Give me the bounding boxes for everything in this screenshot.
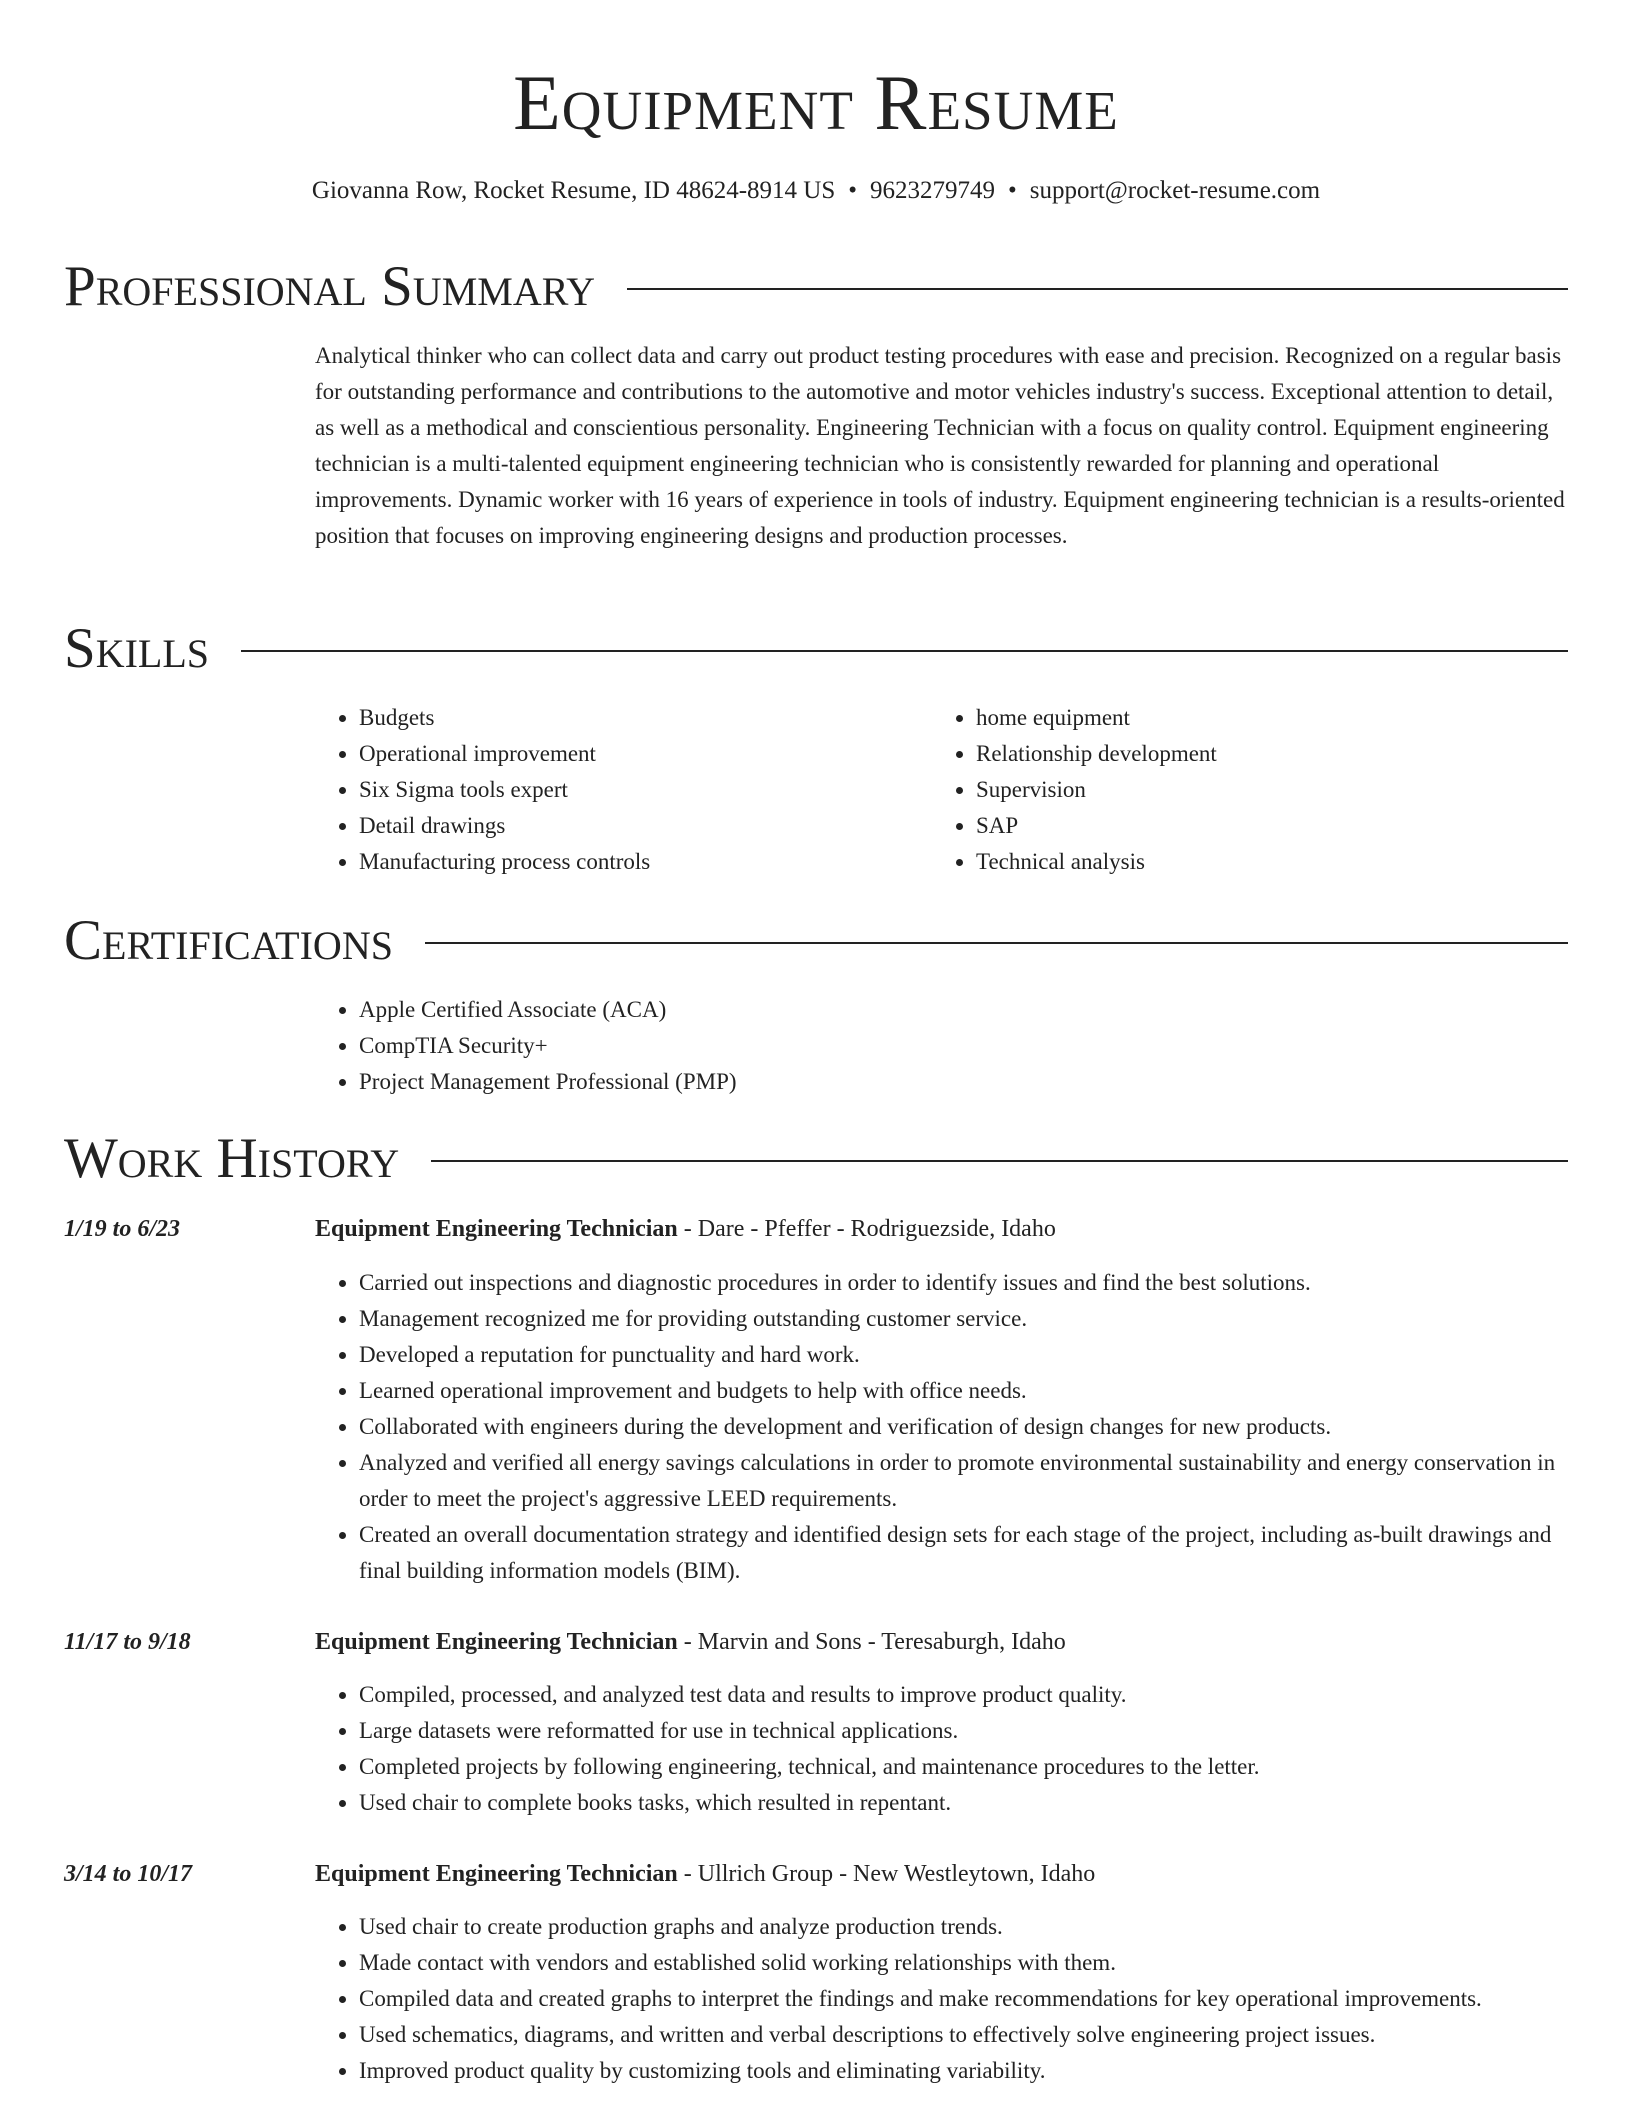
section-divider	[627, 288, 1568, 290]
list-item: • Analyzed and verified all energy savings calculations in order to promote environmental sustainability and energy conservation in order to meet the project's aggressive LEED requirements.	[359, 1445, 1565, 1517]
job-employer-location: - Ullrich Group - New Westleytown, Idaho	[677, 1861, 1096, 1887]
job-duties-list	[315, 1909, 1565, 2089]
list-item: • Collaborated with engineers during the development and verification of design changes for new products.	[359, 1409, 1565, 1445]
list-item: • Six Sigma tools expert	[359, 772, 875, 808]
list-item: • Used chair to complete books tasks, which resulted in repentant.	[359, 1785, 1565, 1821]
list-item: • Supervision	[976, 772, 1492, 808]
contact-separator: •	[848, 177, 858, 204]
list-item: • Budgets	[359, 700, 875, 736]
certifications-section-header	[64, 909, 1568, 973]
work-section-header	[64, 1127, 1568, 1191]
summary-text: Analytical thinker who can collect data and carry out product testing procedures with ease and precision. Recognized on a regular basis for outstanding performance and contributions to the automotive and motor vehicles industry's success. Exceptional attention to detail, as well as a methodical and conscientious personality. Engineering Technician with a focus on quality control. Equipment engineering technician is a multi-talented equipment engineering technician who is consistently rewarded for planning and operational improvements. Dynamic worker with 16 years of experience in tools of industry. Equipment engineering technician is a results-oriented position that focuses on improving engineering designs and production processes.	[315, 343, 1565, 548]
list-item: • Management recognized me for providing outstanding customer service.	[359, 1301, 1565, 1337]
skills-column-left	[315, 700, 875, 880]
job-dates: 1/19 to 6/23	[64, 1216, 181, 1242]
section-divider	[425, 942, 1568, 944]
job-duties-list	[315, 1265, 1565, 1589]
list-item: • Operational improvement	[359, 736, 875, 772]
list-item: • Used schematics, diagrams, and written and verbal descriptions to effectively solve engineering project issues.	[359, 2017, 1565, 2053]
list-item: • SAP	[976, 808, 1492, 844]
contact-email: support@rocket-resume.com	[1029, 177, 1321, 204]
list-item: • Improved product quality by customizing tools and eliminating variability.	[359, 2053, 1565, 2089]
job-duties	[315, 1265, 1565, 1589]
certifications-list	[315, 992, 1565, 1100]
list-item: • Learned operational improvement and budgets to help with office needs.	[359, 1373, 1565, 1409]
list-item: • Compiled, processed, and analyzed test data and results to improve product quality.	[359, 1677, 1565, 1713]
job-heading	[315, 1624, 1565, 1660]
job-duties	[315, 1677, 1565, 1821]
job-heading	[315, 1856, 1565, 1892]
skills-section-header	[64, 617, 1568, 681]
job-dates: 11/17 to 9/18	[64, 1629, 191, 1655]
list-item: • Completed projects by following engineering, technical, and maintenance procedures to the letter.	[359, 1749, 1565, 1785]
section-divider	[431, 1160, 1568, 1162]
list-item: • Carried out inspections and diagnostic procedures in order to identify issues and find the best solutions.	[359, 1265, 1565, 1301]
work-section-title: Work History	[64, 1127, 400, 1190]
list-item: • Relationship development	[976, 736, 1492, 772]
summary-section-title: Professional Summary	[64, 255, 596, 318]
list-item: • Developed a reputation for punctuality and hard work.	[359, 1337, 1565, 1373]
list-item: • Used chair to create production graphs and analyze production trends.	[359, 1909, 1565, 1945]
contact-address: Giovanna Row, Rocket Resume, ID 48624-8914 US	[311, 177, 836, 204]
job-title: Equipment Engineering Technician	[315, 1629, 678, 1655]
contact-phone: 9623279749	[870, 177, 996, 204]
contact-separator: •	[1008, 177, 1017, 204]
list-item: • Created an overall documentation strategy and identified design sets for each stage of the project, including as-built drawings and final building information models (BIM).	[359, 1517, 1565, 1589]
job-dates: 3/14 to 10/17	[64, 1861, 193, 1887]
list-item: • Apple Certified Associate (ACA)	[359, 992, 1565, 1028]
list-item: • Large datasets were reformatted for use in technical applications.	[359, 1713, 1565, 1749]
skills-section-title: Skills	[64, 617, 210, 680]
list-item: • Project Management Professional (PMP)	[359, 1064, 1565, 1100]
job-heading	[315, 1211, 1565, 1247]
job-employer-location: - Dare - Pfeffer - Rodriguezside, Idaho	[677, 1216, 1056, 1242]
resume-name: Equipment Resume	[513, 59, 1119, 146]
list-item: • home equipment	[976, 700, 1492, 736]
job-title: Equipment Engineering Technician	[315, 1216, 678, 1242]
summary-section-header	[64, 255, 1568, 319]
contact-line	[0, 175, 1632, 207]
job-duties	[315, 1909, 1565, 2089]
certifications-section-title: Certifications	[64, 909, 393, 972]
certifications-block	[315, 992, 1565, 1100]
job-duties-list	[315, 1677, 1565, 1821]
list-item: • Detail drawings	[359, 808, 875, 844]
list-item: • Technical analysis	[976, 844, 1492, 880]
section-divider	[241, 650, 1568, 652]
list-item: • Compiled data and created graphs to interpret the findings and make recommendations for key operational improvements.	[359, 1981, 1565, 2017]
skills-list-left	[315, 700, 875, 880]
job-title: Equipment Engineering Technician	[315, 1861, 678, 1887]
list-item: • Made contact with vendors and established solid working relationships with them.	[359, 1945, 1565, 1981]
list-item: • CompTIA Security+	[359, 1028, 1565, 1064]
skills-list-right	[932, 700, 1492, 880]
job-employer-location: - Marvin and Sons - Teresaburgh, Idaho	[677, 1629, 1066, 1655]
skills-column-right	[932, 700, 1492, 880]
list-item: • Manufacturing process controls	[359, 844, 875, 880]
